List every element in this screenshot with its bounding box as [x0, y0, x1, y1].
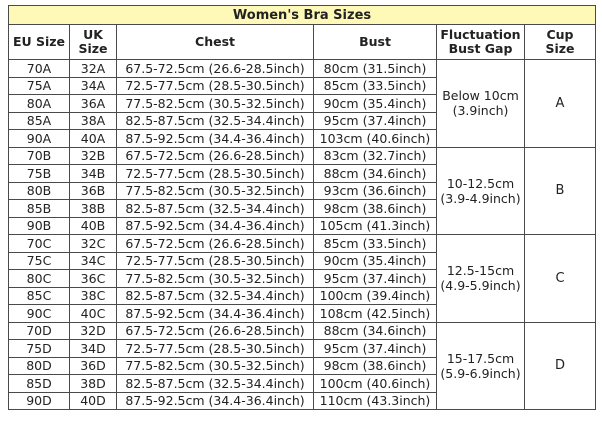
bust-cell: 88cm (34.6inch) [314, 165, 437, 183]
eu-size-cell: 90B [9, 217, 70, 235]
cup-size-cell: D [525, 322, 596, 410]
eu-size-cell: 70C [9, 235, 70, 253]
eu-size-cell: 75C [9, 252, 70, 270]
bust-cell: 108cm (42.5inch) [314, 305, 437, 323]
header-uk-size: UK Size [70, 25, 117, 60]
cup-size-cell: B [525, 147, 596, 235]
uk-size-cell: 40D [70, 392, 117, 410]
uk-size-cell: 32A [70, 60, 117, 78]
fluctuation-gap-cell: 15-17.5cm (5.9-6.9inch) [437, 322, 525, 410]
header-cup-size: Cup Size [525, 25, 596, 60]
bust-cell: 103cm (40.6inch) [314, 130, 437, 148]
chest-cell: 82.5-87.5cm (32.5-34.4inch) [117, 200, 314, 218]
eu-size-cell: 90D [9, 392, 70, 410]
uk-size-cell: 38A [70, 112, 117, 130]
bust-cell: 90cm (35.4inch) [314, 252, 437, 270]
cup-size-cell: C [525, 235, 596, 323]
bust-cell: 100cm (39.4inch) [314, 287, 437, 305]
size-table [8, 5, 596, 410]
chest-cell: 72.5-77.5cm (28.5-30.5inch) [117, 252, 314, 270]
table-row [9, 235, 596, 253]
eu-size-cell: 85A [9, 112, 70, 130]
chest-cell: 67.5-72.5cm (26.6-28.5inch) [117, 235, 314, 253]
uk-size-cell: 34A [70, 77, 117, 95]
uk-size-cell: 32D [70, 322, 117, 340]
chest-cell: 82.5-87.5cm (32.5-34.4inch) [117, 112, 314, 130]
chest-cell: 77.5-82.5cm (30.5-32.5inch) [117, 95, 314, 113]
uk-size-cell: 32B [70, 147, 117, 165]
fluctuation-gap-cell: 10-12.5cm (3.9-4.9inch) [437, 147, 525, 235]
uk-size-cell: 38D [70, 375, 117, 393]
bust-cell: 95cm (37.4inch) [314, 112, 437, 130]
fluctuation-gap-cell: Below 10cm (3.9inch) [437, 60, 525, 148]
uk-size-cell: 36B [70, 182, 117, 200]
eu-size-cell: 90A [9, 130, 70, 148]
header-eu-size: EU Size [9, 25, 70, 60]
uk-size-cell: 38B [70, 200, 117, 218]
uk-size-cell: 38C [70, 287, 117, 305]
chest-cell: 67.5-72.5cm (26.6-28.5inch) [117, 60, 314, 78]
eu-size-cell: 70A [9, 60, 70, 78]
chest-cell: 77.5-82.5cm (30.5-32.5inch) [117, 182, 314, 200]
chest-cell: 72.5-77.5cm (28.5-30.5inch) [117, 77, 314, 95]
uk-size-cell: 34B [70, 165, 117, 183]
chest-cell: 72.5-77.5cm (28.5-30.5inch) [117, 340, 314, 358]
eu-size-cell: 80A [9, 95, 70, 113]
bust-cell: 98cm (38.6inch) [314, 357, 437, 375]
bust-cell: 90cm (35.4inch) [314, 95, 437, 113]
eu-size-cell: 80B [9, 182, 70, 200]
eu-size-cell: 90C [9, 305, 70, 323]
uk-size-cell: 36C [70, 270, 117, 288]
bust-cell: 93cm (36.6inch) [314, 182, 437, 200]
eu-size-cell: 85D [9, 375, 70, 393]
chest-cell: 82.5-87.5cm (32.5-34.4inch) [117, 375, 314, 393]
eu-size-cell: 85B [9, 200, 70, 218]
eu-size-cell: 80C [9, 270, 70, 288]
header-bust: Bust [314, 25, 437, 60]
uk-size-cell: 36A [70, 95, 117, 113]
bust-cell: 95cm (37.4inch) [314, 340, 437, 358]
fluctuation-gap-cell: 12.5-15cm (4.9-5.9inch) [437, 235, 525, 323]
eu-size-cell: 70B [9, 147, 70, 165]
bust-cell: 85cm (33.5inch) [314, 77, 437, 95]
bust-cell: 85cm (33.5inch) [314, 235, 437, 253]
uk-size-cell: 40B [70, 217, 117, 235]
header-fluctuation-bust-gap: Fluctuation Bust Gap [437, 25, 525, 60]
eu-size-cell: 85C [9, 287, 70, 305]
uk-size-cell: 34D [70, 340, 117, 358]
header-chest: Chest [117, 25, 314, 60]
table-body [9, 60, 596, 410]
uk-size-cell: 40A [70, 130, 117, 148]
chest-cell: 77.5-82.5cm (30.5-32.5inch) [117, 357, 314, 375]
eu-size-cell: 70D [9, 322, 70, 340]
bust-cell: 98cm (38.6inch) [314, 200, 437, 218]
eu-size-cell: 75B [9, 165, 70, 183]
chest-cell: 77.5-82.5cm (30.5-32.5inch) [117, 270, 314, 288]
bust-cell: 110cm (43.3inch) [314, 392, 437, 410]
table-row [9, 147, 596, 165]
uk-size-cell: 32C [70, 235, 117, 253]
chest-cell: 67.5-72.5cm (26.6-28.5inch) [117, 147, 314, 165]
bust-cell: 95cm (37.4inch) [314, 270, 437, 288]
uk-size-cell: 40C [70, 305, 117, 323]
bust-cell: 100cm (40.6inch) [314, 375, 437, 393]
chest-cell: 82.5-87.5cm (32.5-34.4inch) [117, 287, 314, 305]
chest-cell: 87.5-92.5cm (34.4-36.4inch) [117, 305, 314, 323]
table-row [9, 322, 596, 340]
bust-cell: 88cm (34.6inch) [314, 322, 437, 340]
chest-cell: 87.5-92.5cm (34.4-36.4inch) [117, 130, 314, 148]
table-title: Women's Bra Sizes [9, 6, 596, 25]
bust-cell: 105cm (41.3inch) [314, 217, 437, 235]
cup-size-cell: A [525, 60, 596, 148]
eu-size-cell: 80D [9, 357, 70, 375]
uk-size-cell: 34C [70, 252, 117, 270]
chest-cell: 72.5-77.5cm (28.5-30.5inch) [117, 165, 314, 183]
uk-size-cell: 36D [70, 357, 117, 375]
chest-cell: 87.5-92.5cm (34.4-36.4inch) [117, 392, 314, 410]
bra-size-chart [8, 5, 595, 410]
chest-cell: 87.5-92.5cm (34.4-36.4inch) [117, 217, 314, 235]
bust-cell: 83cm (32.7inch) [314, 147, 437, 165]
eu-size-cell: 75A [9, 77, 70, 95]
chest-cell: 67.5-72.5cm (26.6-28.5inch) [117, 322, 314, 340]
bust-cell: 80cm (31.5inch) [314, 60, 437, 78]
eu-size-cell: 75D [9, 340, 70, 358]
table-row [9, 60, 596, 78]
